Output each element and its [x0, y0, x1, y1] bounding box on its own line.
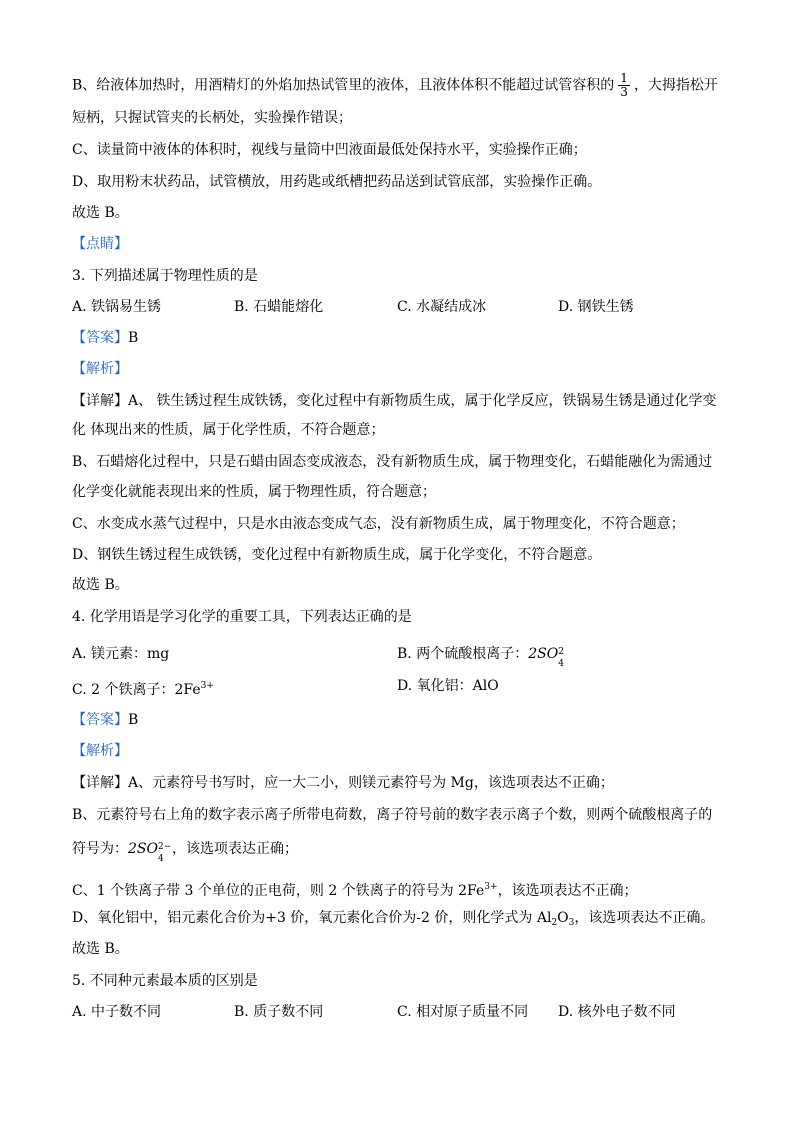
answer-value: B: [128, 712, 139, 728]
text-span: 符号为：: [72, 841, 128, 857]
formula-stack: [157, 842, 172, 864]
subscript: 3: [568, 918, 575, 928]
fraction-one-third: [618, 72, 630, 99]
fraction-denominator: 3: [620, 85, 628, 99]
question-4-options-row-2: [72, 676, 722, 698]
text-span: ，该选项表达不正确。: [574, 910, 715, 926]
formula-subscript: 4: [558, 659, 564, 669]
question-3-stem: 3. 下列描述属于物理性质的是: [72, 268, 258, 284]
text-span: C. 2 个铁离子：2Fe: [72, 682, 201, 698]
text-span: ，该选项表达正确；: [171, 841, 298, 857]
option-c: [72, 676, 214, 700]
answer-line: [72, 710, 138, 730]
fraction-numerator: 1: [620, 71, 628, 85]
answer-tag: 【答案】: [72, 712, 128, 728]
option-b: B. 质子数不同: [234, 1004, 324, 1020]
formula-superscript: 2−: [157, 842, 172, 852]
detail-line: D、钢铁生锈过程生成铁锈，变化过程中有新物质生成，属于化学变化，不符合题意。: [72, 547, 602, 563]
answer-value: B: [128, 330, 139, 346]
question-5-options: [72, 1002, 722, 1022]
detail-line: C、水变成水蒸气过程中，只是水由液态变成气态，没有新物质生成，属于物理变化，不符合题意；: [72, 516, 685, 532]
analysis-tag: 【解析】: [72, 743, 128, 759]
text-span: B. 两个硫酸根离子：: [397, 646, 529, 662]
text-span: ，该选项表达不正确；: [497, 883, 638, 899]
detail-line: B、元素符号右上角的数字表示离子所带电荷数，离子符号前的数字表示离子个数，则两个硫酸根离子的: [72, 807, 713, 823]
answer-line: [72, 328, 138, 348]
detail-line: [72, 877, 638, 901]
explanation-d-line: D、取用粉末状药品，试管横放，用药匙或纸槽把药品送到试管底部，实验操作正确。: [72, 174, 602, 190]
dianjing-tag: 【点睛】: [72, 236, 128, 252]
formula-main: 2SO: [128, 841, 158, 857]
detail-line: 化学变化就能表现出来的性质，属于物理性质，符合题意；: [72, 484, 436, 500]
detail-line: 【详解】A、元素符号书写时，应一大二小，则镁元素符号为 Mg，该选项表达不正确；: [72, 775, 614, 791]
option-d: D. 氧化铝：AlO: [397, 678, 499, 694]
explanation-b-line-2: 短柄，只握试管夹的长柄处，实验操作错误；: [72, 110, 352, 126]
detail-line: [72, 908, 714, 933]
text-span: C、1 个铁离子带 3 个单位的正电荷，则 2 个铁离子的符号为 2Fe: [72, 883, 485, 899]
formula-superscript: 2: [558, 647, 564, 657]
formula-subscript: 4: [157, 854, 164, 864]
option-c: C. 相对原子质量不同: [397, 1004, 529, 1020]
question-3-options: [72, 297, 722, 317]
option-d: D. 核外电子数不同: [558, 1004, 676, 1020]
analysis-tag: 【解析】: [72, 361, 128, 377]
detail-line: [72, 839, 298, 864]
formula-stack: [558, 647, 568, 669]
explanation-b-line-1: [72, 72, 718, 99]
text-span: D、氧化铝中，铝元素化合价为+3 价，氧元素化合价为-2 价，则化学式为 Al: [72, 910, 552, 926]
conclusion: 故选 B。: [72, 205, 129, 221]
question-4-options-row-1: [72, 644, 722, 669]
text-span: B、给液体加热时，用酒精灯的外焰加热试管里的液体，且液体体积不能超过试管容积的: [72, 77, 615, 94]
conclusion: 故选 B。: [72, 577, 129, 593]
formula-main: 2SO: [528, 646, 559, 662]
answer-tag: 【答案】: [72, 330, 128, 346]
option-b: [397, 644, 568, 669]
option-a: A. 镁元素：mg: [72, 646, 170, 662]
superscript: 3+: [200, 681, 214, 691]
subscript: 2: [551, 918, 558, 928]
option-a: A. 中子数不同: [72, 1004, 162, 1020]
explanation-c-line: C、读量筒中液体的体积时，视线与量筒中凹液面最低处保持水平，实验操作正确；: [72, 142, 587, 158]
superscript: 3+: [484, 882, 498, 892]
text-span: ，大拇指松开: [633, 77, 718, 94]
detail-line: 【详解】A、 铁生锈过程生成铁锈，变化过程中有新物质生成，属于化学反应，铁锅易生锈是通过化学变: [72, 393, 717, 409]
conclusion: 故选 B。: [72, 941, 129, 957]
detail-line: 化 体现出来的性质，属于化学性质，不符合题意；: [72, 422, 385, 438]
option-b: B. 石蜡能熔化: [234, 299, 324, 315]
detail-line: B、石蜡熔化过程中，只是石蜡由固态变成液态，没有新物质生成，属于物理变化，石蜡能融化为需通过: [72, 454, 713, 470]
option-d: D. 钢铁生锈: [558, 299, 634, 315]
option-c: C. 水凝结成冰: [397, 299, 487, 315]
question-4-stem: 4. 化学用语是学习化学的重要工具，下列表达正确的是: [72, 609, 412, 625]
text-span: O: [557, 910, 569, 926]
option-a: A. 铁锅易生锈: [72, 299, 162, 315]
question-5-stem: 5. 不同种元素最本质的区别是: [72, 973, 258, 989]
